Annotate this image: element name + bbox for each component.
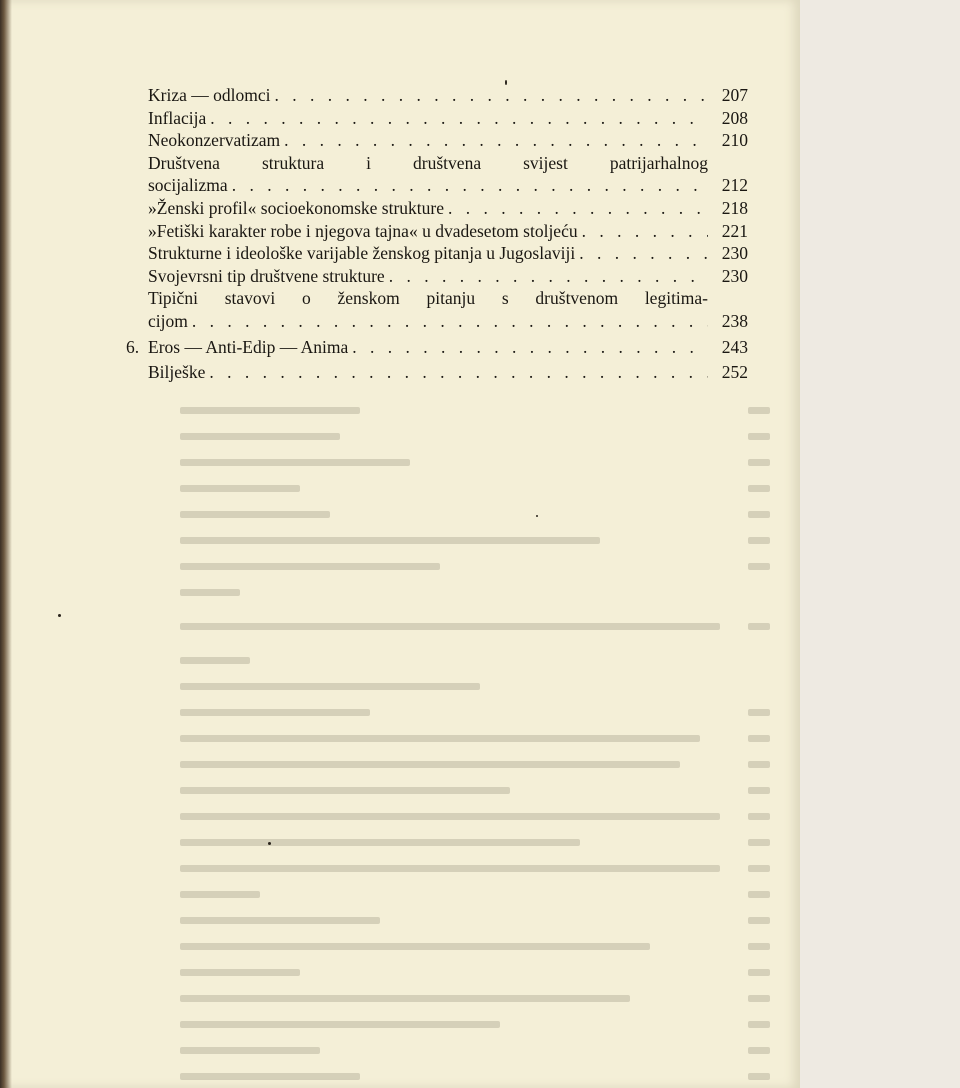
toc-entry-title: Kriza — odlomci [148, 85, 271, 105]
toc-entry-title-continued: cijom [148, 310, 188, 331]
toc-entry-page: 208 [721, 107, 748, 128]
toc-entry-title: »Ženski profil« socioekonomske strukture [148, 197, 444, 218]
toc-entry-page: 207 [721, 85, 748, 105]
toc-entry-page: 252 [721, 362, 748, 383]
toc-entry-wrapped-line [148, 287, 748, 310]
toc-entry-page: 210 [721, 130, 748, 151]
toc-entry [148, 310, 748, 333]
toc-entry [148, 107, 748, 130]
toc-entry-title: Bilješke [148, 362, 206, 383]
toc-entry-page: 230 [721, 265, 748, 286]
toc-entry [148, 84, 748, 107]
toc-entry-page: 212 [721, 175, 748, 196]
table-of-contents [126, 84, 748, 384]
toc-entry-title: Društvena struktura i društvena svijest patrijarhalnog [148, 152, 708, 173]
toc-entry-page: 221 [721, 220, 748, 241]
toc-entry-page: 243 [721, 336, 748, 357]
toc-entry-title: Neokonzervatizam [148, 130, 281, 151]
toc-entry-wrapped-line [148, 152, 748, 175]
dot-leader [578, 220, 708, 243]
toc-entry [148, 174, 748, 197]
toc-entry-title: »Fetiški karakter robe i njegova tajna« u dvadesetom stoljeću [148, 220, 578, 241]
background-surface [800, 0, 960, 1088]
dot-leader [385, 265, 708, 288]
toc-entry-title: Inflacija [148, 107, 207, 128]
toc-entry-title: Svojevrsni tip društvene strukture [148, 265, 385, 286]
dot-leader [348, 336, 708, 359]
toc-entry-title: Tipični stavovi o ženskom pitanju s društvenom legitima- [148, 288, 708, 309]
toc-entry [148, 197, 748, 220]
dot-leader [280, 129, 708, 152]
toc-entry [148, 265, 748, 288]
dot-leader [575, 242, 708, 265]
toc-entry [148, 220, 748, 243]
toc-entry-page: 218 [721, 197, 748, 218]
book-spine-edge [0, 0, 12, 1088]
dot-leader [228, 174, 708, 197]
dot-leader [205, 361, 708, 384]
toc-entry-title-continued: socijalizma [148, 175, 228, 196]
toc-entry-title: Strukturne i ideološke varijable ženskog pitanja u Jugoslaviji [148, 243, 576, 264]
toc-chapter-entry [126, 336, 748, 359]
dot-leader [188, 310, 708, 333]
toc-entry-page: 238 [721, 310, 748, 331]
toc-entry-page: 230 [721, 243, 748, 264]
dot-leader [444, 197, 708, 220]
dot-leader [206, 107, 708, 130]
toc-entry [148, 361, 748, 384]
chapter-number: 6. [126, 336, 140, 357]
toc-entry-title: Eros — Anti-Edip — Anima [148, 336, 349, 357]
dot-leader [270, 84, 708, 107]
toc-entry [148, 242, 748, 265]
show-through-text [180, 395, 780, 1085]
toc-entry [148, 129, 748, 152]
